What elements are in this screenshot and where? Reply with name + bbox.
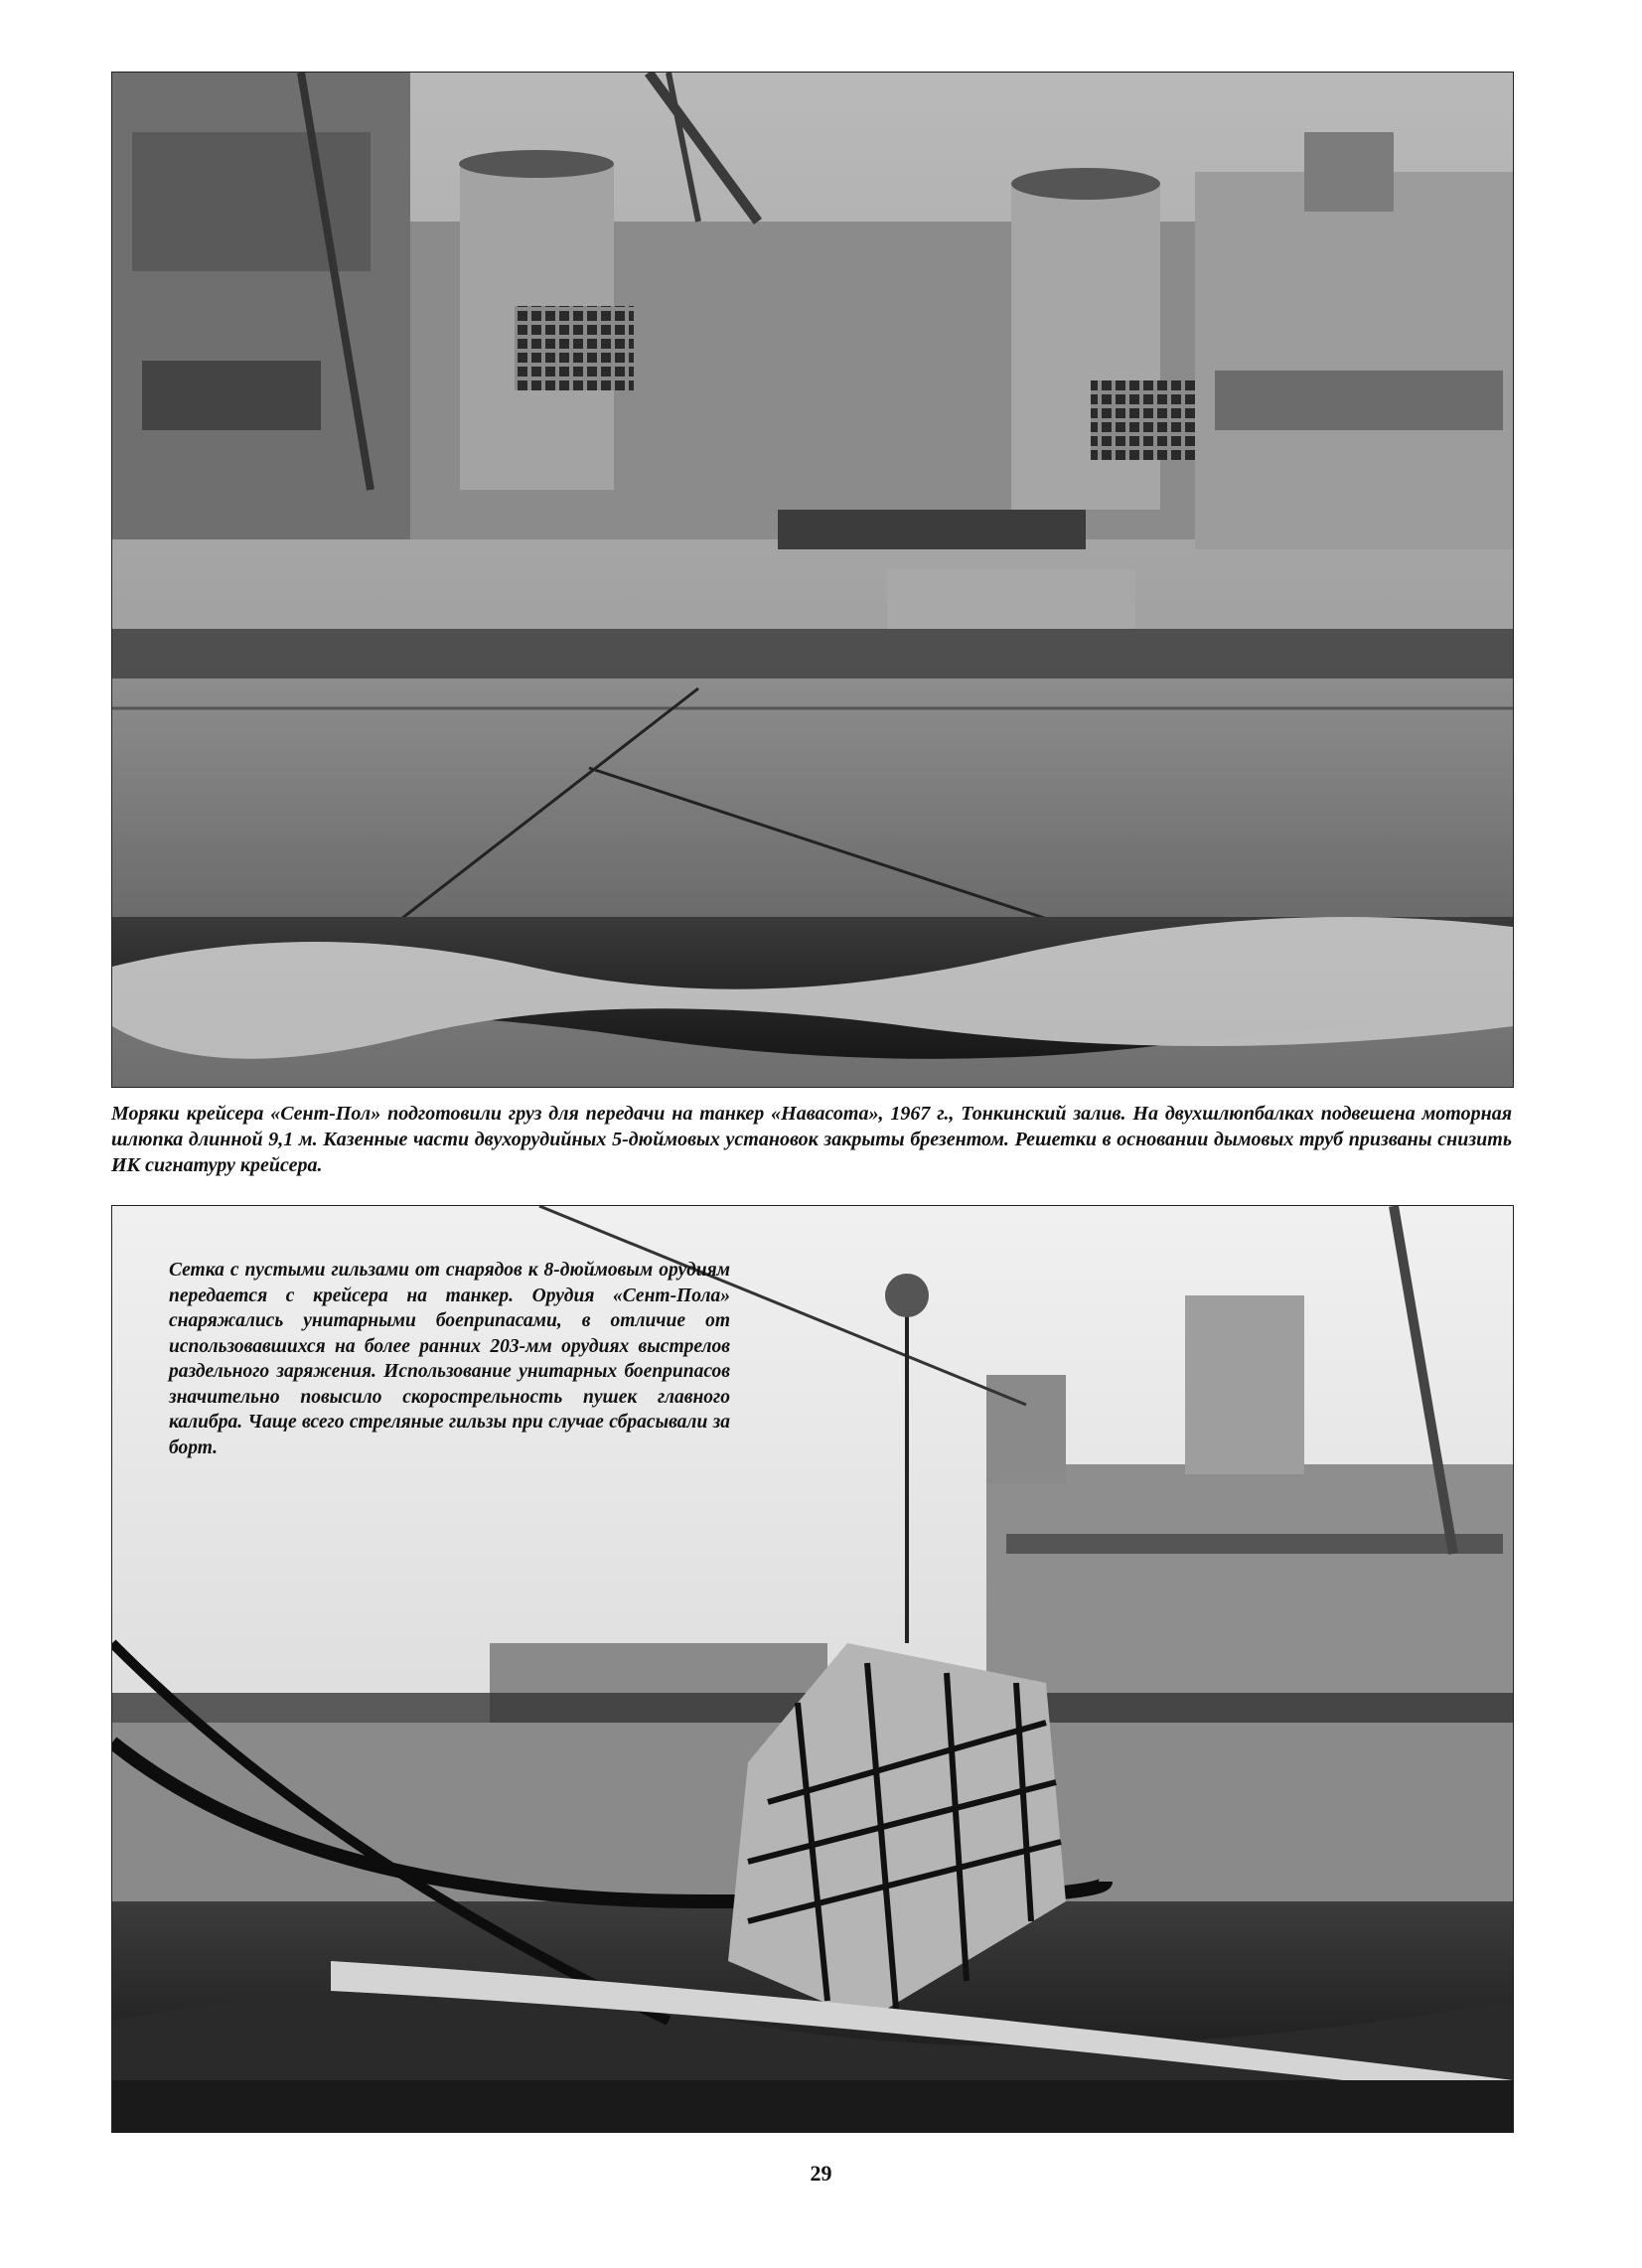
caption-bottom-photo: Сетка с пустыми гильзами от снарядов к 8-дюймовым орудиям передается с крейсера на танкер. Орудия «Сент-Пола» снаряжались унитарными боеприпасами, в отличие от использовавшихся на более ранних 203-мм орудиях выстрелов раздельного заряжения. Использование унитарных боеприпасов значительно повысило скорострельность пушек главного калибра. Чаще всего стреляные гильзы при случае сбрасывали за борт. (169, 1260, 730, 1458)
page-number: 29 (810, 2161, 832, 2186)
photo-cruiser-replenishment (111, 72, 1514, 1088)
caption-top-photo: Моряки крейсера «Сент-Пол» подготовили груз для передачи на танкер «Навасота», 1967 г., Тонкинский залив. На двухшлюпбалках подвешена моторная шлюпка длинной 9,1 м. Казенные части двухорудийных 5-дюймовых установок закрыты брезентом. Решетки в основании дымовых труб призваны снизить ИК сигнатуру крейсера. (111, 1103, 1512, 1176)
photo-cruiser-replenishment-image (112, 73, 1513, 1087)
